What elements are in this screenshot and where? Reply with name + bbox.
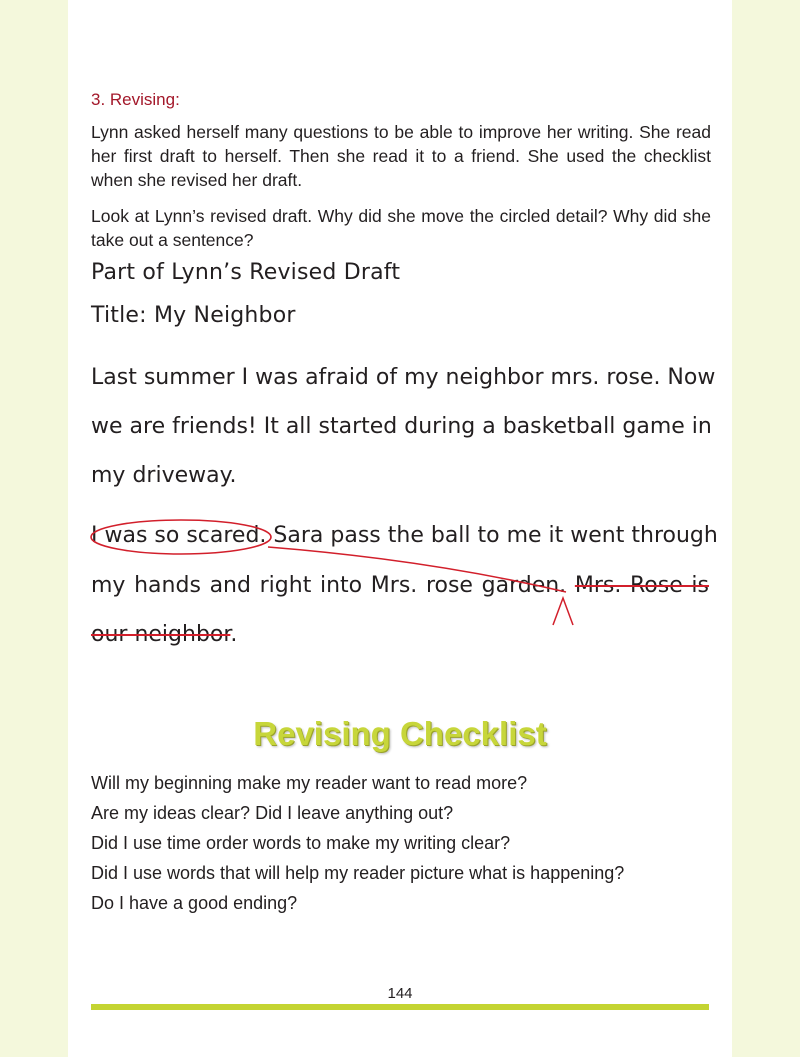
checklist-item: Did I use time order words to make my writing clear? [91, 833, 511, 853]
section-heading: 3. Revising: [91, 90, 180, 109]
intro-paragraph: Lynn asked herself many questions to be able to improve her writing. She read her first draft to herself. Then she read it to a friend. She used the checklist when she revised her draft. [91, 122, 711, 190]
struck-sentence: Mrs. Rose is [574, 573, 710, 598]
draft-line [91, 622, 709, 647]
struck-sentence: our neighbor [91, 622, 231, 647]
draft-title: Title: My Neighbor [91, 303, 296, 328]
draft-line [91, 523, 718, 548]
page-number: 144 [387, 985, 413, 1002]
draft-line-text: Sara pass the ball to me it went through [273, 523, 718, 548]
checklist-item: Did I use words that will help my reader picture what is happening? [91, 863, 625, 883]
draft-line-text: my hands and right into Mrs. rose garden. [91, 573, 567, 598]
draft-line [91, 573, 709, 598]
question-paragraph: Look at Lynn’s revised draft. Why did she move the circled detail? Why did she take out a sentence? [91, 206, 711, 250]
checklist-item: Will my beginning make my reader want to read more? [91, 773, 528, 793]
draft-line: we are friends! It all started during a basketball game in [91, 414, 712, 439]
right-margin-band [732, 0, 800, 1057]
footer-rule [91, 1004, 709, 1010]
draft-line-text: . [230, 622, 238, 647]
checklist-item: Are my ideas clear? Did I leave anything out? [91, 803, 454, 823]
draft-line: Last summer I was afraid of my neighbor mrs. rose. Now [91, 365, 716, 390]
circled-detail: I was so scared. [91, 523, 267, 548]
draft-line: my driveway. [91, 463, 237, 488]
left-margin-band [0, 0, 68, 1057]
caret-mark [553, 598, 573, 625]
draft-heading: Part of Lynn’s Revised Draft [91, 260, 401, 285]
checklist-title: Revising Checklist [253, 715, 547, 752]
checklist-item: Do I have a good ending? [91, 893, 298, 913]
checklist [91, 768, 624, 918]
